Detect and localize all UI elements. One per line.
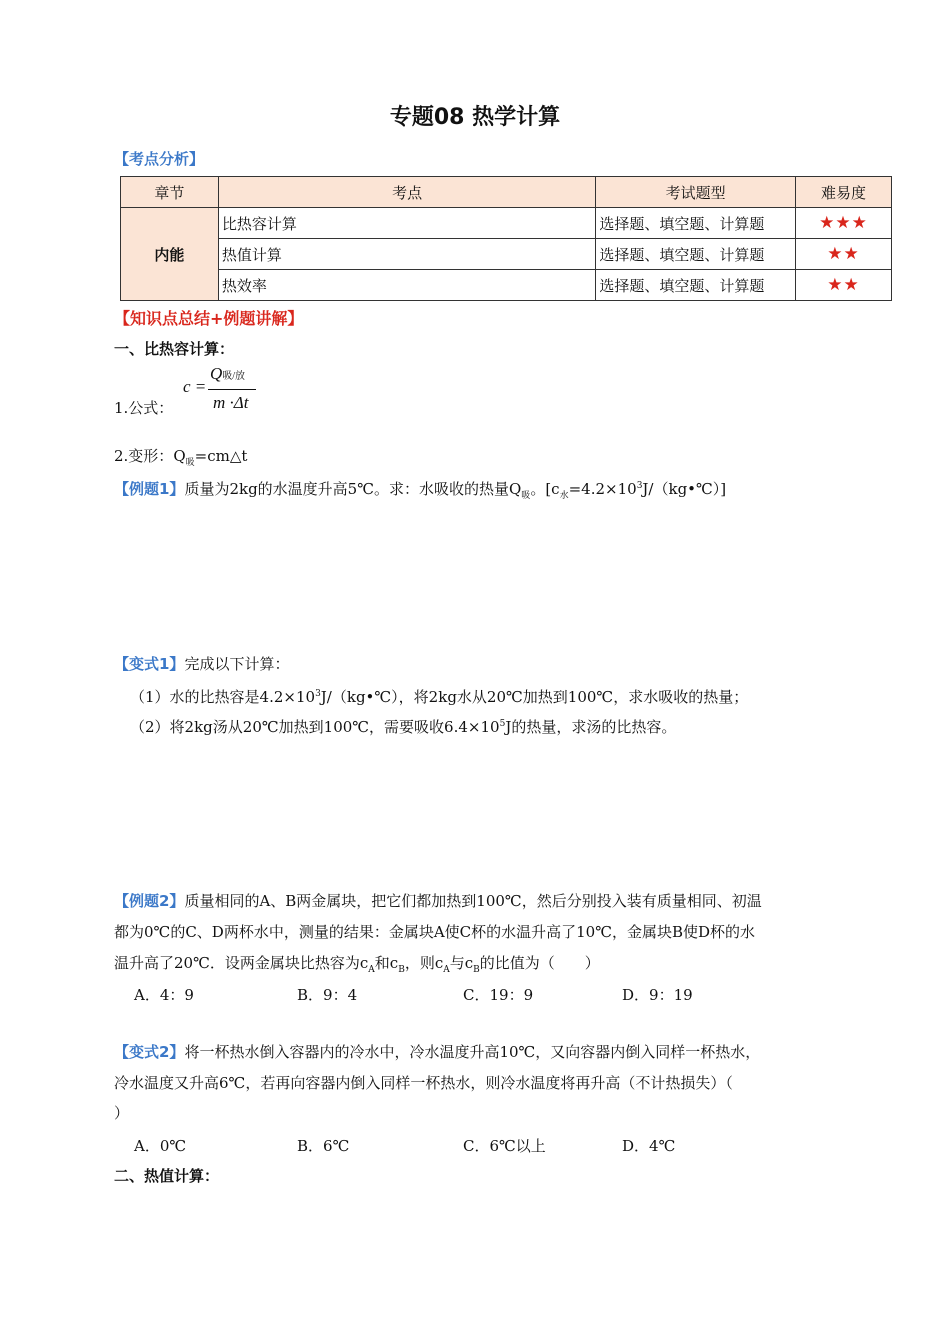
section-heading-heat-value: 二、热值计算： [114,1167,220,1185]
variant-2-line: ） [114,1104,130,1122]
example-2-sub: B [473,965,480,975]
difficulty-stars: ★★ [796,239,892,270]
variant-q-sub: 吸 [185,458,195,468]
variant-1-intro [114,648,289,680]
formula-q-sub: 吸/放 [222,371,246,382]
variant-1-sup: 5 [499,719,506,729]
example-2-tag: 【例题2】 [114,892,185,910]
variant-2-option-a: A．0℃ [134,1137,187,1155]
variant-rest: =cm△t [194,447,248,465]
example-1-text: 。[c [530,480,560,498]
example-2-option-c: C．19：9 [463,986,534,1004]
example-2-line [114,885,762,917]
variant-1-text: 完成以下计算： [184,655,290,673]
example-2-sub: A [368,965,375,975]
variant-1-text: （2）将2kg汤从20℃加热到100℃，需要吸收6.4×10 [130,718,500,736]
fraction-bar [208,389,256,390]
topic-cell: 热效率 [218,270,595,301]
chapter-cell: 内能 [121,208,219,301]
example-2-text: 与c [449,954,474,972]
variant-2-option-b: B．6℃ [297,1137,350,1155]
type-cell: 选择题、填空题、计算题 [596,208,796,239]
variant-label: 2.变形： [114,447,174,465]
example-1 [114,470,726,512]
example-2-sub: B [398,965,405,975]
variant-1-q2 [130,708,676,743]
example-2-text: 质量相同的A、B两金属块，把它们都加热到100℃，然后分别投入装有质量相同、初温 [184,892,762,910]
variant-q: Q [173,447,186,465]
example-2-text: 和c [374,954,399,972]
variant-1-tag: 【变式1】 [114,655,185,673]
example-2-text: 温升高了20℃．设两金属块比热容为c [114,954,369,972]
example-1-sub: 水 [559,491,569,501]
formula-numerator [210,364,245,384]
example-2-option-a: A．4：9 [134,986,194,1004]
example-1-sub: 吸 [521,491,531,501]
table-row [121,208,892,239]
topic-table [120,176,892,301]
topic-cell: 比热容计算 [218,208,595,239]
table-row [121,270,892,301]
example-1-sup: 3 [636,481,643,491]
formula-label: 1.公式： [114,399,174,417]
section-heading-specific-heat: 一、比热容计算： [114,340,235,358]
example-1-text: J/（kg•℃）] [642,480,727,498]
header-cell: 章节 [121,177,219,208]
formula-denominator: m ·Δt [213,393,249,412]
header-cell: 难易度 [796,177,892,208]
type-cell: 选择题、填空题、计算题 [596,270,796,301]
example-1-text: 质量为2kg的水温度升高5℃。求：水吸收的热量Q [184,480,522,498]
variant-2-line [114,1036,760,1068]
example-2-line [114,947,600,986]
example-2-option-b: B．9：4 [297,986,358,1004]
type-cell: 选择题、填空题、计算题 [596,239,796,270]
example-2-line: 都为0℃的C、D两杯水中，测量的结果：金属块A使C杯的水温升高了10℃，金属块B使D杯的水 [114,923,756,941]
page-title: 专题08 热学计算 [389,105,561,130]
variant-1-text: J的热量，求汤的比热容。 [505,718,677,736]
variant-2-text: 将一杯热水倒入容器内的冷水中，冷水温度升高10℃，又向容器内倒入同样一杯热水， [184,1043,761,1061]
example-2-text: ，则c [404,954,444,972]
variant-2-line: 冷水温度又升高6℃，若再向容器内倒入同样一杯热水，则冷水温度将再升高（不计热损失）（ [114,1074,733,1092]
variant-1-text: （1）水的比热容是4.2×10 [130,688,316,706]
topic-cell: 热值计算 [218,239,595,270]
variant-2-option-c: C．6℃以上 [463,1137,546,1155]
example-2-sub: A [443,965,450,975]
example-2-text: 的比值为（ ） [479,954,600,972]
header-cell: 考试题型 [596,177,796,208]
formula-lhs: c = [183,377,207,396]
knowledge-heading: 【知识点总结+例题讲解】 [114,309,304,328]
difficulty-stars: ★★ [796,270,892,301]
variant-1-text: J/（kg•℃），将2kg水从20℃加热到100℃，求水吸收的热量； [320,688,749,706]
table-header-row [121,177,892,208]
analysis-heading: 【考点分析】 [114,150,205,168]
variant-2-tag: 【变式2】 [114,1043,185,1061]
difficulty-stars: ★★★ [796,208,892,239]
example-2-option-d: D．9：19 [622,986,693,1004]
variant-2-option-d: D．4℃ [622,1137,676,1155]
header-cell: 考点 [218,177,595,208]
variant-1-sup: 3 [315,689,321,699]
example-1-tag: 【例题1】 [114,480,185,498]
table-row [121,239,892,270]
formula-q: Q [210,364,223,383]
example-1-text: =4.2×10 [568,480,637,498]
